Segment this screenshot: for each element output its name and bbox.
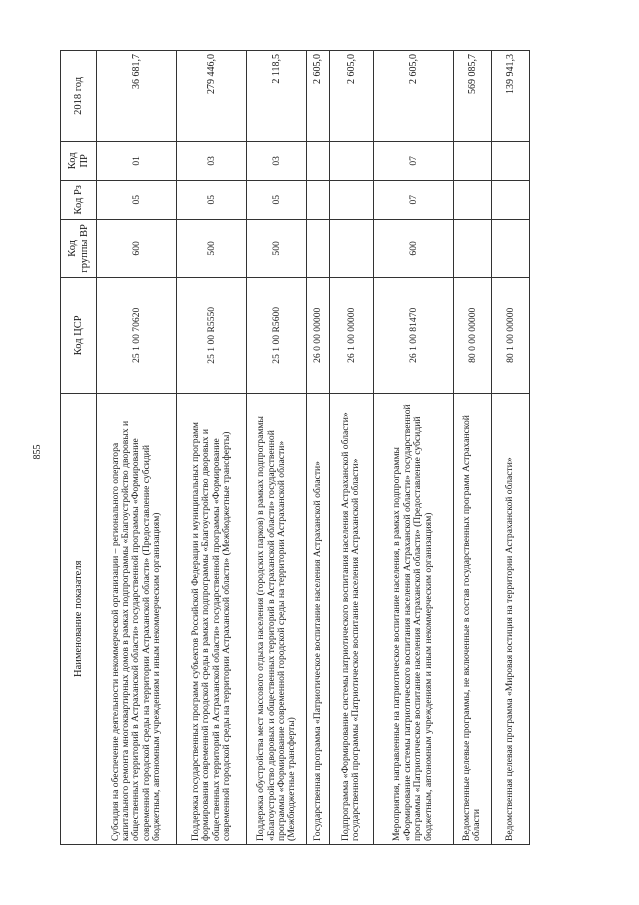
row-csr: 25 1 00 70620 xyxy=(97,278,177,393)
row-amount: 139 941,3 xyxy=(491,51,529,142)
header-name: Наименование показателя xyxy=(61,393,97,844)
row-vr xyxy=(329,219,373,277)
row-vr: 500 xyxy=(177,219,247,277)
row-pr xyxy=(491,141,529,180)
row-vr xyxy=(491,219,529,277)
table-header-row xyxy=(61,51,97,845)
row-csr: 25 1 00 R5600 xyxy=(247,278,307,393)
rotated-page-content xyxy=(60,50,530,845)
row-csr: 26 0 00 00000 xyxy=(307,278,329,393)
row-pr: 03 xyxy=(247,141,307,180)
row-rz xyxy=(453,180,491,219)
row-name: Поддержка государственных программ субъектов Российской Федерации и муниципальных программ формирования современной городской среды в рамках подпрограммы «Благоустройство дворовых и общественных территорий в Астраханской области» государственной программы «Формирование современной городской среды на территории Астраханской области» (Межбюджетные трансферты) xyxy=(177,393,247,844)
row-name: Подпрограмма «Формирование системы патриотического воспитания населения Астраханской области» государственной программы «Патриотическое воспитание населения Астраханской области» xyxy=(329,393,373,844)
row-rz xyxy=(329,180,373,219)
row-pr: 03 xyxy=(177,141,247,180)
table-row xyxy=(307,51,329,845)
table-row xyxy=(97,51,177,845)
table-row xyxy=(329,51,373,845)
table-row xyxy=(453,51,491,845)
row-name: Ведомственные целевые программы, не включенные в состав государственных программ Астраханской области xyxy=(453,393,491,844)
row-vr: 600 xyxy=(373,219,453,277)
row-name: Ведомственная целевая программа «Мировая юстиция на территории Астраханской области» xyxy=(491,393,529,844)
table-row xyxy=(491,51,529,845)
row-vr: 600 xyxy=(97,219,177,277)
table-row xyxy=(177,51,247,845)
table-row xyxy=(247,51,307,845)
header-pr: Код ПР xyxy=(61,141,97,180)
row-name: Поддержка обустройства мест массового отдыха населения (городских парков) в рамках подпрограммы «Благоустройство дворовых и общественных территорий в Астраханской области» государственной программы «Формирование современной городской среды на территории Астраханской области» (Межбюджетные трансферты) xyxy=(247,393,307,844)
row-rz: 05 xyxy=(97,180,177,219)
row-name: Государственная программа «Патриотическое воспитание населения Астраханской области» xyxy=(307,393,329,844)
row-amount: 279 446,0 xyxy=(177,51,247,142)
row-csr: 80 1 00 00000 xyxy=(491,278,529,393)
row-csr: 26 1 00 00000 xyxy=(329,278,373,393)
row-rz xyxy=(491,180,529,219)
budget-table xyxy=(60,50,530,845)
header-year: 2018 год xyxy=(61,51,97,142)
row-pr xyxy=(329,141,373,180)
header-vr: Код группы ВР xyxy=(61,219,97,277)
row-csr: 26 1 00 81470 xyxy=(373,278,453,393)
row-pr xyxy=(307,141,329,180)
row-name: Субсидия на обеспечение деятельности некоммерческой организации – регионального оператора капитального ремонта многоквартирных домов в рамках подпрограммы «Благоустройство дворовых и общественных территорий в Астраханской области» государственной программы «Формирование современной городской среды на территории Астраханской области» (Предоставление субсидий бюджетным, автономным учреждениям и иным некоммерческим организациям) xyxy=(97,393,177,844)
row-pr: 01 xyxy=(97,141,177,180)
row-amount: 2 118,5 xyxy=(247,51,307,142)
row-csr: 25 1 00 R5550 xyxy=(177,278,247,393)
row-amount: 36 681,7 xyxy=(97,51,177,142)
row-rz: 05 xyxy=(247,180,307,219)
row-amount: 569 085,7 xyxy=(453,51,491,142)
row-amount: 2 605,0 xyxy=(373,51,453,142)
row-vr xyxy=(307,219,329,277)
row-rz xyxy=(307,180,329,219)
header-rz: Код Рз xyxy=(61,180,97,219)
row-csr: 80 0 00 00000 xyxy=(453,278,491,393)
table-row xyxy=(373,51,453,845)
row-amount: 2 605,0 xyxy=(307,51,329,142)
page-number: 855 xyxy=(32,444,43,460)
row-rz: 05 xyxy=(177,180,247,219)
row-name: Мероприятия, направленные на патриотическое воспитание населения, в рамках подпрограммы «Формирование системы патриотического воспитания населения Астраханской области» государственной программы «Патриотическое воспитание населения Астраханской области» (Предоставление субсидий бюджетным, автономным учреждениям и иным некоммерческим организациям) xyxy=(373,393,453,844)
header-csr: Код ЦСР xyxy=(61,278,97,393)
row-rz: 07 xyxy=(373,180,453,219)
row-pr xyxy=(453,141,491,180)
row-vr: 500 xyxy=(247,219,307,277)
row-vr xyxy=(453,219,491,277)
row-amount: 2 605,0 xyxy=(329,51,373,142)
row-pr: 07 xyxy=(373,141,453,180)
